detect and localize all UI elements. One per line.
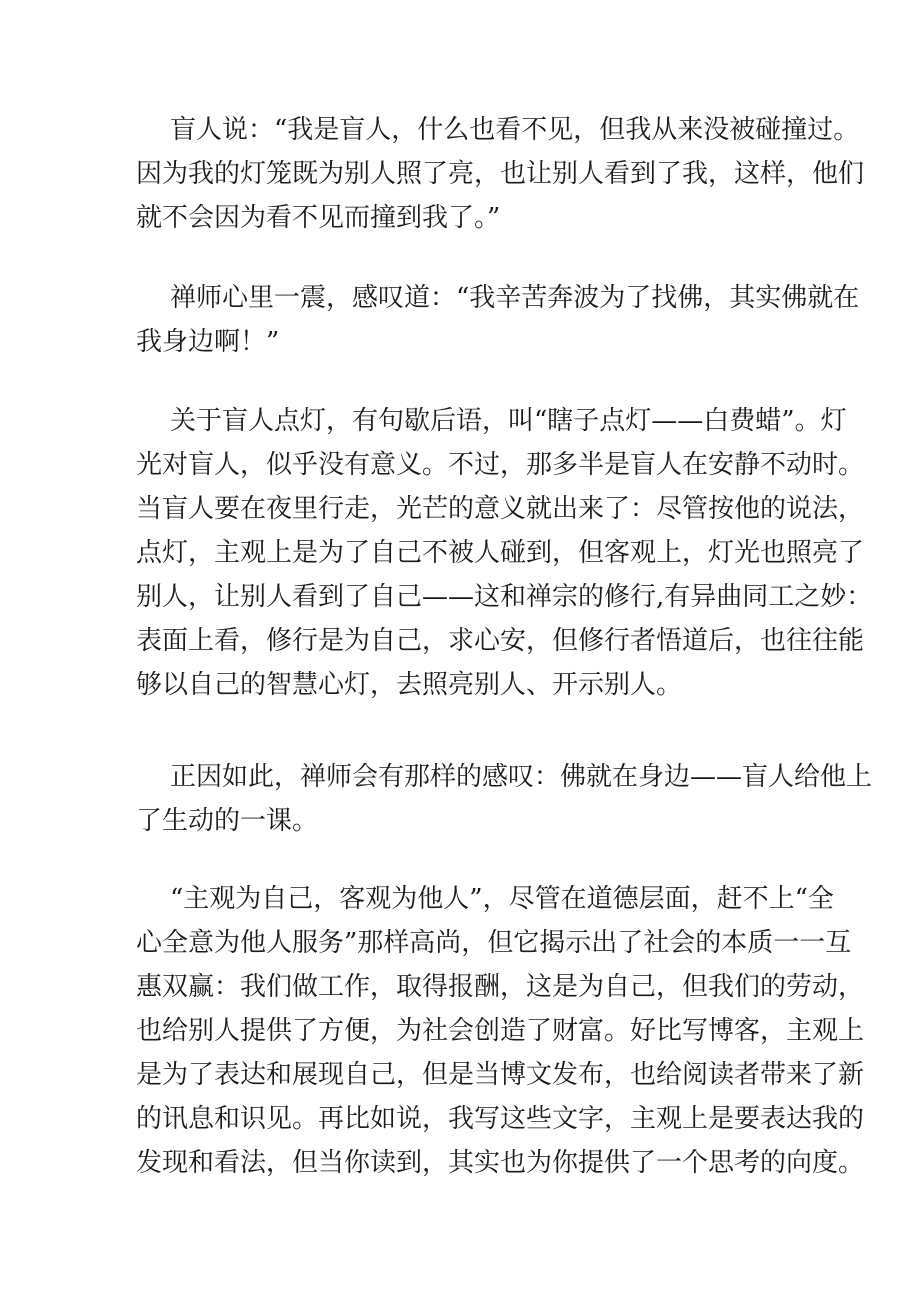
paragraph-line: 正因如此，禅师会有那样的感叹：佛就在身边——盲人给他上 [170,762,873,792]
paragraph-line: 点灯，主观上是为了自己不被人碰到，但客观上，灯光也照亮了 [136,538,865,568]
paragraph-line: 关于盲人点灯，有句歇后语，叫“瞎子点灯——白费蜡”。灯 [170,406,847,436]
paragraph-line: 因为我的灯笼既为别人照了亮，也让别人看到了我，这样，他们 [136,159,865,189]
paragraph-line: 我身边啊！” [136,327,280,357]
paragraph-line: 就不会因为看不见而撞到我了。” [136,203,501,233]
paragraph-line: 盲人说：“我是盲人，什么也看不见，但我从来没被碰撞过。 [170,115,860,145]
paragraph-1 [136,108,865,240]
paragraph-line: 的讯息和识见。再比如说，我写这些文字，主观上是要表达我的 [136,1104,865,1134]
paragraph-line: 是为了表达和展现自己，但是当博文发布，也给阅读者带来了新 [136,1060,865,1090]
paragraph-line: 表面上看，修行是为自己，求心安，但修行者悟道后，也往往能 [136,626,865,656]
paragraph-line: 心全意为他人服务”那样高尚，但它揭示出了社会的本质一一互 [136,928,852,958]
paragraph-line: 禅师心里一震，感叹道：“我辛苦奔波为了找佛，其实佛就在 [170,283,860,313]
paragraph-line: 别人，让别人看到了自己——这和禅宗的修行,有异曲同工之妙： [136,582,873,612]
paragraph-line: 当盲人要在夜里行走，光芒的意义就出来了：尽管按他的说法， [136,494,865,524]
paragraph-line: 也给别人提供了方便，为社会创造了财富。好比写博客，主观上 [136,1016,865,1046]
paragraph-4 [136,755,873,843]
paragraph-line: 惠双赢：我们做工作，取得报酬，这是为自己，但我们的劳动， [136,972,865,1002]
paragraph-2 [136,276,860,364]
paragraph-line: 了生动的一课。 [136,806,319,836]
paragraph-5 [136,877,865,1185]
paragraph-line: 发现和看法，但当你读到，其实也为你提供了一个思考的向度。 [136,1148,865,1178]
paragraph-line: 够以自己的智慧心灯，去照亮别人、开示别人。 [136,670,683,700]
paragraph-line: “主观为自己，客观为他人”，尽管在道德层面，赶不上“全 [170,884,834,914]
paragraph-line: 光对盲人，似乎没有意义。不过，那多半是盲人在安静不动时。 [136,450,865,480]
paragraph-3 [136,399,873,707]
